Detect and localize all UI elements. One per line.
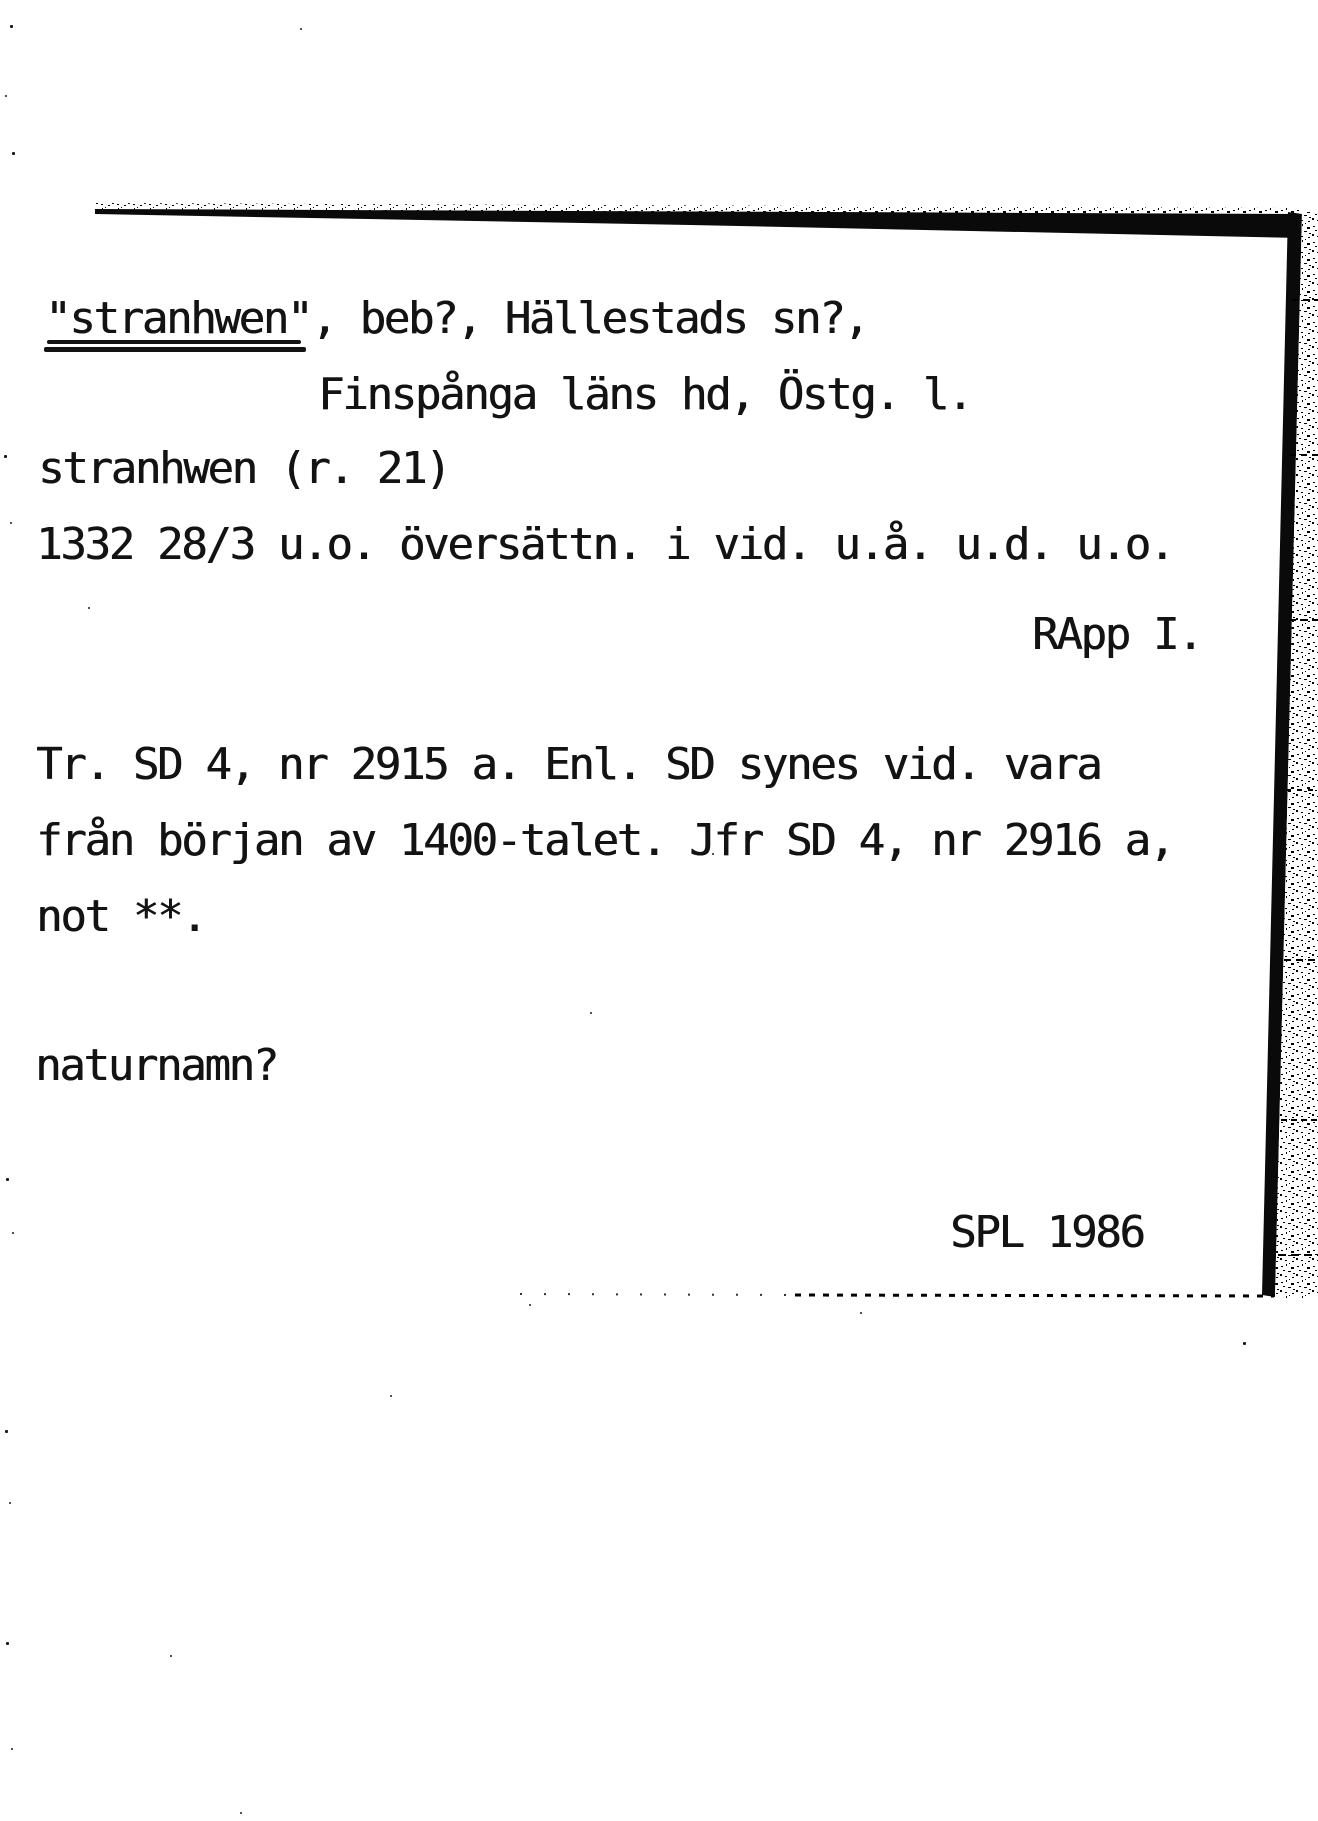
card-title <box>45 293 868 344</box>
note-line-2: från början av 1400-talet. Jfr SD 4, nr 2916 a, <box>36 815 1173 866</box>
title-rest: , beb?, Hällestads sn?, <box>311 293 868 344</box>
district-line: Finspånga läns hd, Östg. l. <box>318 369 972 420</box>
category-note: naturnamn? <box>35 1040 277 1091</box>
note-line-1: Tr. SD 4, nr 2915 a. Enl. SD synes vid. vara <box>36 739 1101 790</box>
headword-reference-line: stranhwen (r. 21) <box>38 443 450 494</box>
source-line: 1332 28/3 u.o. översättn. i vid. u.å. u.d. u.o. <box>36 519 1173 570</box>
title-headword: "stranhwen" <box>45 293 312 344</box>
scan-bottom-edge-sparse <box>520 1294 795 1295</box>
archive-reference: RApp I. <box>1032 609 1202 660</box>
note-line-3: not **. <box>36 891 206 942</box>
headword-underline-bottom <box>44 347 306 352</box>
scan-bottom-edge <box>795 1295 1274 1296</box>
scan-top-edge <box>95 209 1301 238</box>
year-stamp: SPL 1986 <box>950 1207 1144 1258</box>
